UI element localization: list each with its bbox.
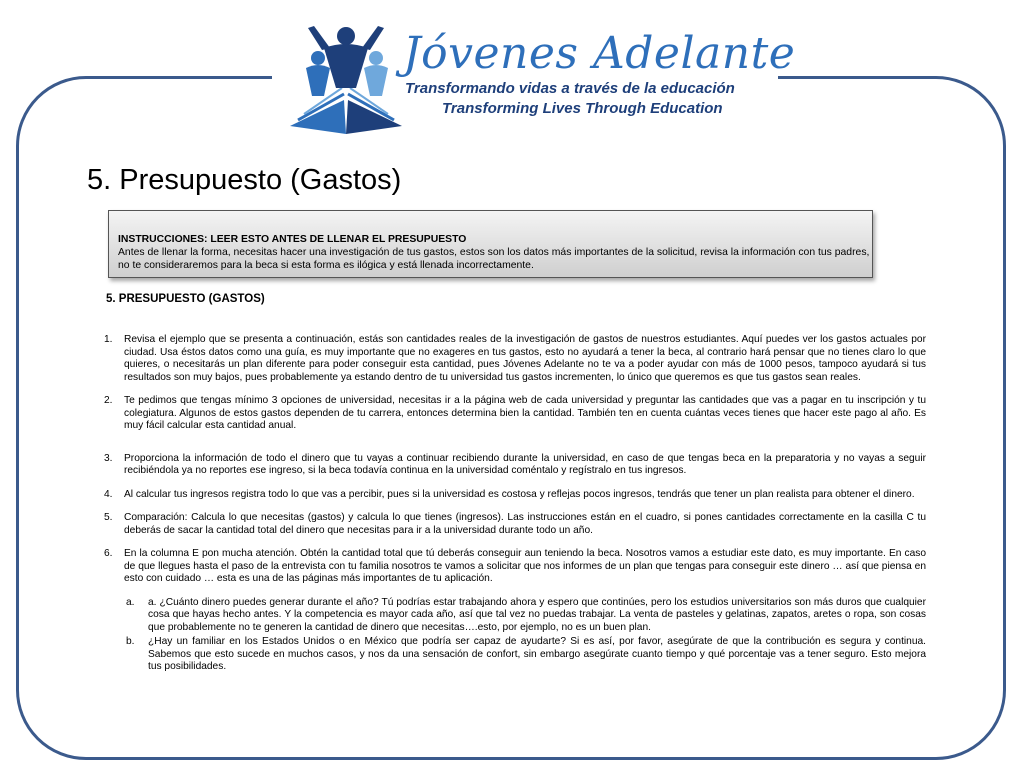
- instructions-heading: INSTRUCCIONES: LEER ESTO ANTES DE LLENAR EL PRESUPUESTO: [118, 234, 467, 245]
- slide-title: 5. Presupuesto (Gastos): [87, 164, 402, 196]
- brand-name: Jóvenes Adelante: [403, 28, 796, 79]
- list-item-text: Comparación: Calcula lo que necesitas (gastos) y calcula lo que tienes (ingresos). Las instrucciones están en el cuadro, si pones cantidades correctamente en la casilla C tu deberás de sacar la cantidad total del dinero que necesitas para ir a la universidad durante todo un año.: [124, 512, 926, 536]
- instructions-box: [108, 210, 873, 278]
- list-item-text: En la columna E pon mucha atención. Obtén la cantidad total que tú deberás conseguir aun teniendo la beca. Nosotros vamos a estudiar este dato, es muy importante. En caso de que llegues hasta el paso de la entrevista con tu familia nosotros te vamos a solicitar que nos informes de un plan que tengas para conseguir este dinero … así que piensa en esto con cuidado … esta es una de las páginas más importantes de tu aplicación.: [124, 548, 926, 584]
- list-item: [104, 395, 926, 433]
- list-item-number: 4.: [104, 488, 113, 500]
- list-item: [104, 489, 926, 502]
- sub-list-item-text: ¿Hay un familiar en los Estados Unidos o en México que podría ser capaz de ayudarte? Si es así, por favor, asegúrate de que la contribución es segura y continua. Sabemos que esto sucede en muchos casos, y nos da una sensación de confort, sin embargo asegúrate cuanto tiempo y qué porcentaje vas a tener seguro. Esto mejora tus posibilidades.: [148, 636, 926, 672]
- sub-list-item-text: a. ¿Cuánto dinero puedes generar durante el año? Tú podrías estar trabajando ahora y espero que continúes, pero los estudios universitarios son más duros que cualquier cosa que hayas hecho antes. Y la competencia es mayor cada año, así que tal vez no puedas trabajar. La venta de pasteles y gelatinas, zapatos, aretes o ropa, son cosas que probablemente no te generen la cantidad de dinero que necesitas….esto, por ejemplo, no es un buen plan.: [148, 596, 926, 633]
- sub-list-item: [104, 636, 926, 674]
- list-item: [104, 334, 926, 384]
- list-item: [104, 453, 926, 478]
- list-item-number: 5.: [104, 512, 113, 523]
- instructions-body: Antes de llenar la forma, necesitas hacer una investigación de tus gastos, estos son los datos más importantes de la solicitud, revisa la información con tus padres, no te consideraremos para la beca si esta forma es ilógica y está llenada incorrectamente.: [118, 247, 870, 271]
- list-item-text: Revisa el ejemplo que se presenta a continuación, estás son cantidades reales de la investigación de gastos de nuestros estudiantes. Aquí puedes ver los gastos actuales por ciudad. Usa éstos datos como una guía, es muy importante que no exageres en tus gastos, esto no ayudará a tener la beca, al contrario hará pensar que no tienes claro lo que quieres, o necesitarás un plan diferente para poder conseguir esta cantidad, pues Jóvenes Adelante no te va a poder ayudar con más de 1000 pesos, tampoco ayudará si tus resultados son muy bajos, pues probablemente ya estando dentro de tu universidad tus gastos incrementen, lo único que queremos es que tus gastos sean reales.: [124, 334, 926, 383]
- list-item-number: 3.: [104, 452, 113, 464]
- list-item-text: Proporciona la información de todo el dinero que tu vayas a continuar recibiendo durante la universidad, en caso de que tengas beca en la preparatoria y no vayas a seguir recibiéndola ya no reportes ese ingreso, si la beca todavía continua en la universidad coméntalo y regístralo en tus ingresos.: [124, 452, 926, 476]
- sub-list-item-letter: b.: [126, 636, 135, 647]
- tagline-english: Transforming Lives Through Education: [442, 100, 723, 117]
- sub-list-item: [104, 597, 926, 635]
- list-item-number: 2.: [104, 395, 113, 406]
- instructions-list: [104, 334, 926, 676]
- list-item-text: Te pedimos que tengas mínimo 3 opciones de universidad, necesitas ir a la página web de cada universidad y preguntar las cantidades que vas a pagar en tu inscripción y tu colegiatura. Algunos de estos gastos dependen de tu carrera, entonces determina bien la cantidad. También ten en cuenta cuántas veces tienes que hacer este pago al año. Es muy fácil calcular esta cantidad anual.: [124, 395, 926, 431]
- section-heading: 5. PRESUPUESTO (GASTOS): [106, 293, 265, 305]
- list-item: [104, 512, 926, 537]
- list-item-number: 1.: [104, 334, 113, 345]
- list-item: [104, 548, 926, 586]
- list-item-number: 6.: [104, 548, 113, 559]
- sub-list-item-letter: a.: [126, 596, 135, 608]
- tagline-spanish: Transformando vidas a través de la educación: [405, 80, 735, 97]
- list-item-text: Al calcular tus ingresos registra todo lo que vas a percibir, pues si la universidad es costosa y reflejas pocos ingresos, tendrás que tener un plan realista para obtener el dinero.: [124, 488, 915, 500]
